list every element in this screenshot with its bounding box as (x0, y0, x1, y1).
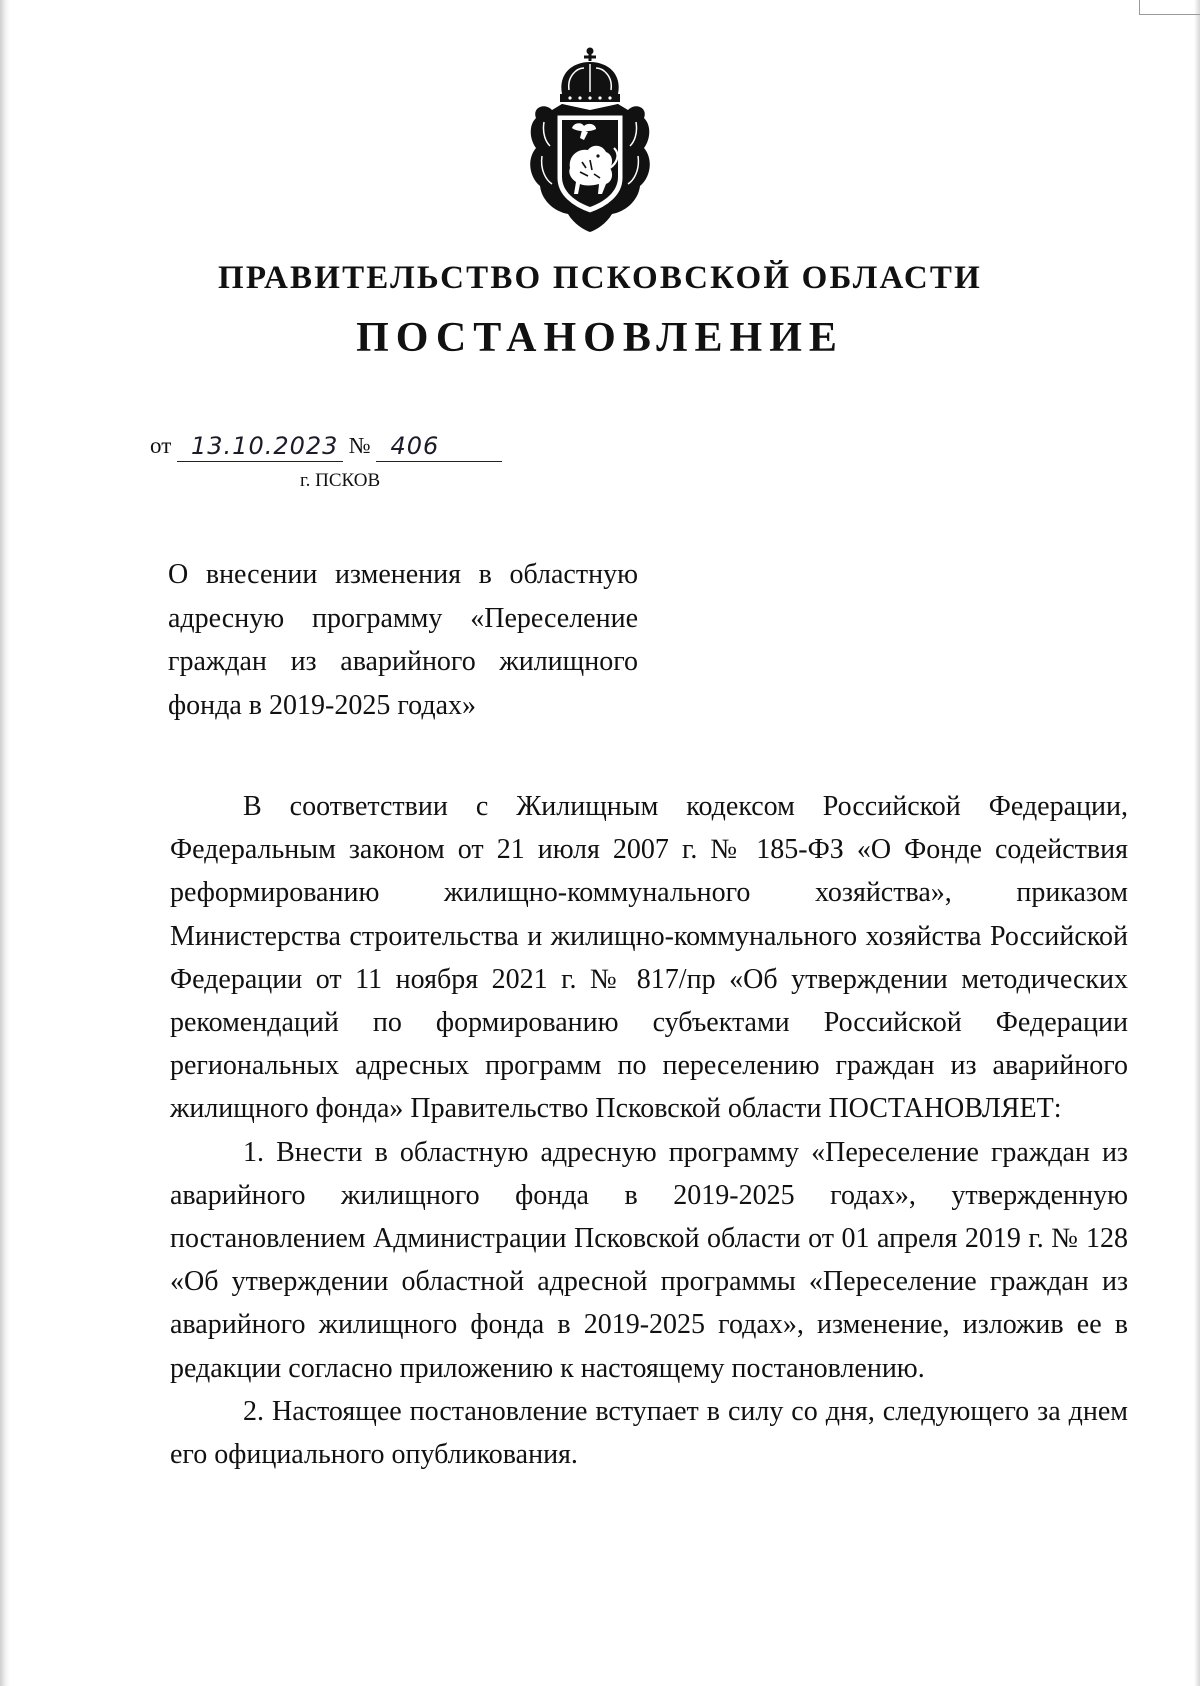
pskov-coat-of-arms-icon (522, 44, 658, 234)
subject-line: О внесении изменения в областную (168, 559, 638, 590)
date-prefix-label: от (150, 433, 172, 458)
subject-line: адресную программу «Переселение (168, 602, 638, 634)
scan-edge-left (0, 0, 10, 1686)
handwritten-date: 13.10.2023 (177, 432, 343, 462)
subject-line: фонда в 2019-2025 годах» (168, 689, 476, 721)
government-title: ПРАВИТЕЛЬСТВО ПСКОВСКОЙ ОБЛАСТИ (217, 260, 983, 296)
document-type-heading: ПОСТАНОВЛЕНИЕ (356, 315, 844, 361)
scan-corner-mark (1139, 0, 1200, 15)
number-prefix-label: № (348, 433, 371, 458)
scan-edge-right (1194, 0, 1200, 1686)
subject-line: граждан из аварийного жилищного (168, 646, 638, 677)
preamble-paragraph: В соответствии с Жилищным кодексом Российской Федерации, Федеральным законом от 21 июля 2007 г. № 185-ФЗ «О Фонде содействия реформированию жилищно-коммунального хозяйства», приказом Министерства строительства и жилищно-коммунального хозяйства Российской Федерации от 11 ноября 2021 г. № 817/пр «Об утверждении методических рекомендаций по формированию субъектами Российской Федерации региональных адресных программ по переселению граждан из аварийного жилищного фонда» Правительство Псковской области ПОСТАНОВЛЯЕТ: (170, 791, 1128, 1125)
city-label: г. ПСКОВ (300, 470, 381, 491)
document-subject (168, 553, 638, 727)
document-body (170, 785, 1128, 1476)
clause-2-paragraph: 2. Настоящее постановление вступает в силу со дня, следующего за днем его официального опубликования. (170, 1395, 1128, 1471)
date-number-line (150, 432, 502, 468)
handwritten-number: 406 (376, 432, 502, 462)
clause-1-paragraph: 1. Внести в областную адресную программу «Переселение граждан из аварийного жилищного фонда в 2019-2025 годах», утвержденную постановлением Администрации Псковской области от 01 апреля 2019 г. № 128 «Об утверждении областной адресной программы «Переселение граждан из аварийного жилищного фонда в 2019-2025 годах», изменение, изложив ее в редакции согласно приложению к настоящему постановлению. (170, 1136, 1128, 1384)
